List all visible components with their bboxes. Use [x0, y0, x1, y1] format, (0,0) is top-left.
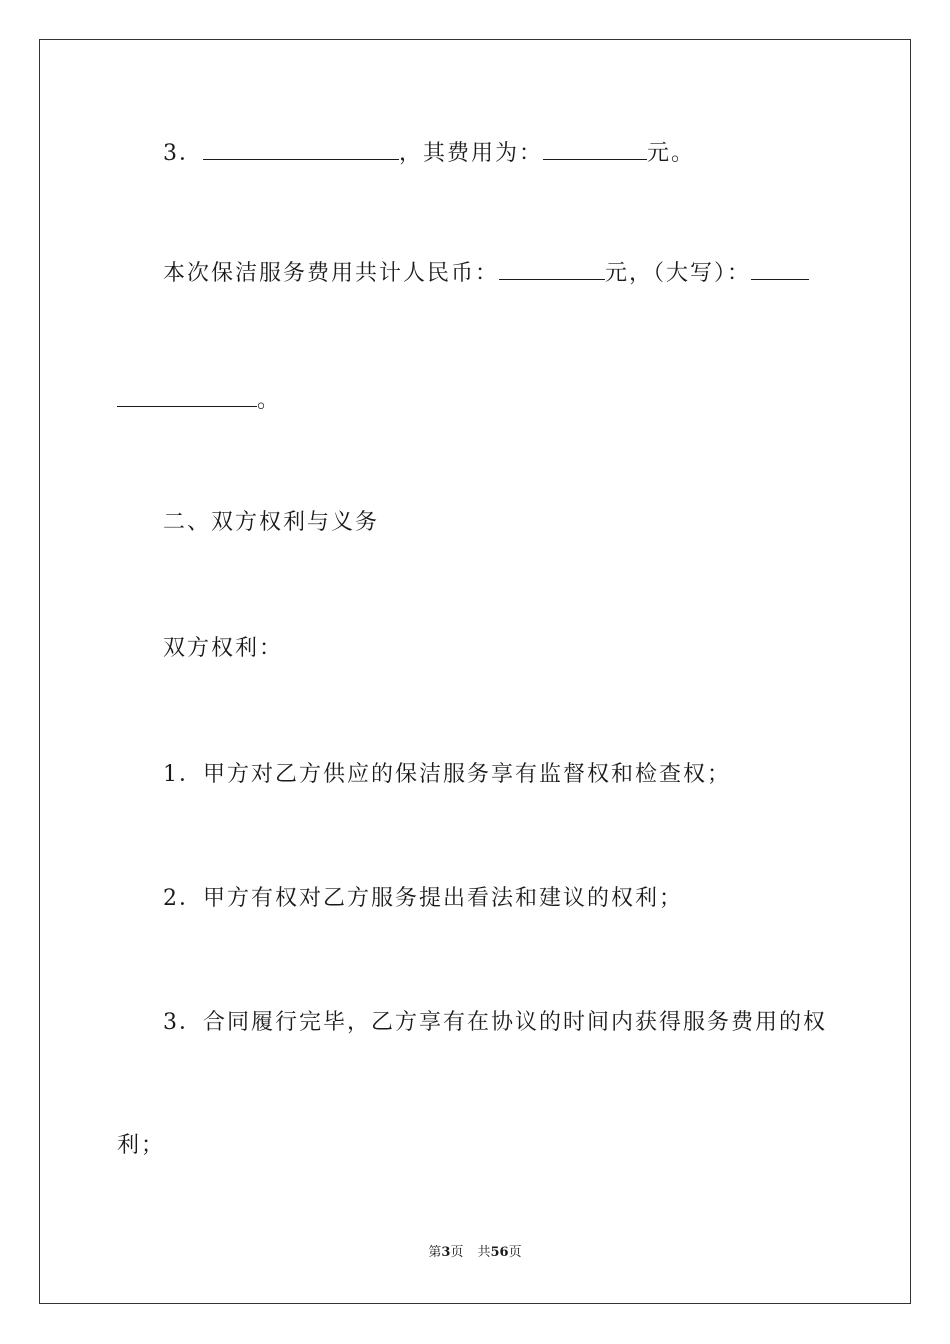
blank-capital-amount	[751, 259, 809, 280]
blank-total-amount	[499, 259, 605, 280]
footer-total-prefix: 共	[477, 1245, 491, 1260]
rights-heading: 双方权利：	[163, 636, 284, 661]
right-item-2: 2．甲方有权对乙方服务提出看法和建议的权利；	[163, 886, 683, 911]
right-item-1: 1．甲方对乙方供应的保洁服务享有监督权和检查权；	[163, 762, 731, 787]
total-fee-label: 本次保洁服务费用共计人民币：	[163, 261, 500, 286]
current-page-number: 3	[441, 1245, 451, 1260]
item-number: 3．	[163, 141, 203, 166]
section-heading: 二、双方权利与义务	[163, 510, 380, 535]
unit-yuan: 元。	[647, 141, 696, 166]
right-item-3: 3．合同履行完毕，乙方享有在协议的时间内获得服务费用的权	[163, 1010, 827, 1035]
right-item-3-continued: 利；	[117, 1133, 166, 1158]
footer-page-label: 页	[450, 1245, 464, 1260]
footer-total-label: 页	[508, 1245, 522, 1260]
blank-fee-amount	[543, 139, 647, 160]
page-frame	[39, 39, 911, 1304]
page-footer	[0, 1244, 950, 1262]
fee-line-3	[163, 139, 695, 169]
capital-label: 元，（大写）：	[605, 261, 752, 286]
fee-label: ，其费用为：	[399, 141, 544, 166]
total-fee-line	[163, 259, 809, 289]
blank-capital-amount-cont	[117, 386, 257, 407]
blank-service-item	[203, 139, 399, 160]
footer-page-prefix: 第	[428, 1245, 442, 1260]
period: 。	[257, 388, 282, 413]
total-page-count: 56	[490, 1245, 509, 1260]
total-fee-line-continued	[117, 386, 281, 416]
